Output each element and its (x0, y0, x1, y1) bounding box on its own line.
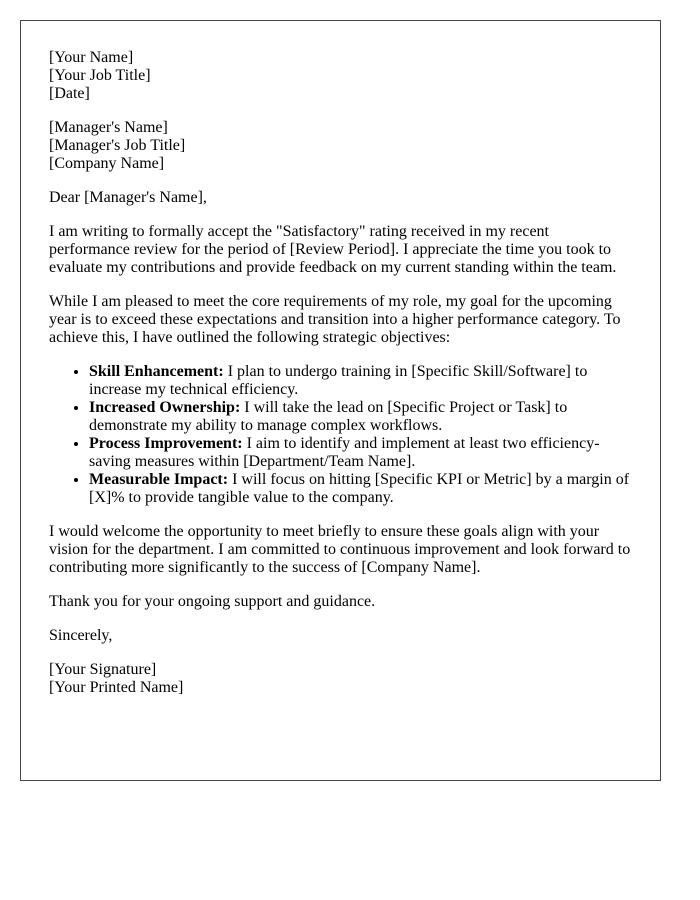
body-paragraph: I am writing to formally accept the "Satisfactory" rating received in my recent performance review for the period of [Review Period]. I appreciate the time you took to evaluate my contributions and provide feedback on my current standing within the team. (49, 223, 617, 276)
objective-text: I aim to identify and implement at least two efficiency-saving measures within [Department/Team Name]. (89, 435, 600, 470)
letter-page (20, 20, 661, 781)
objective-text: I will focus on hitting [Specific KPI or Metric] by a margin of [X]% to provide tangible value to the company. (89, 471, 630, 506)
objective-text: I will take the lead on [Specific Project or Task] to demonstrate my ability to manage complex workflows. (89, 399, 568, 434)
letter-date: [Date] (49, 85, 90, 102)
sender-name: [Your Name] (49, 49, 134, 66)
body-paragraph: While I am pleased to meet the core requirements of my role, my goal for the upcoming year is to exceed these expectations and transition into a higher performance category. To achieve this, I have outlined the following strategic objectives: (49, 293, 621, 346)
printed-name: [Your Printed Name] (49, 679, 184, 696)
objective-label: Skill Enhancement: (89, 363, 224, 380)
sender-block (49, 49, 632, 103)
objective-text: I plan to undergo training in [Specific Skill/Software] to increase my technical efficiency. (89, 363, 588, 398)
recipient-block (49, 119, 632, 173)
list-item (89, 435, 632, 471)
body-paragraph: I would welcome the opportunity to meet briefly to ensure these goals align with your vision for the department. I am committed to continuous improvement and look forward to contributing more significantly to the success of [Company Name]. (49, 523, 631, 576)
salutation: Dear [Manager's Name], (49, 189, 207, 206)
list-item (89, 399, 632, 435)
list-item (89, 471, 632, 507)
recipient-company: [Company Name] (49, 155, 165, 172)
signature: [Your Signature] (49, 661, 157, 678)
recipient-title: [Manager's Job Title] (49, 137, 186, 154)
objective-label: Increased Ownership: (89, 399, 241, 416)
body-paragraph: Thank you for your ongoing support and guidance. (49, 593, 376, 610)
sender-title: [Your Job Title] (49, 67, 151, 84)
recipient-name: [Manager's Name] (49, 119, 168, 136)
list-item (89, 363, 632, 399)
objectives-list (49, 363, 632, 507)
objective-label: Process Improvement: (89, 435, 243, 452)
signature-block (49, 661, 632, 697)
signoff: Sincerely, (49, 627, 113, 644)
objective-label: Measurable Impact: (89, 471, 229, 488)
